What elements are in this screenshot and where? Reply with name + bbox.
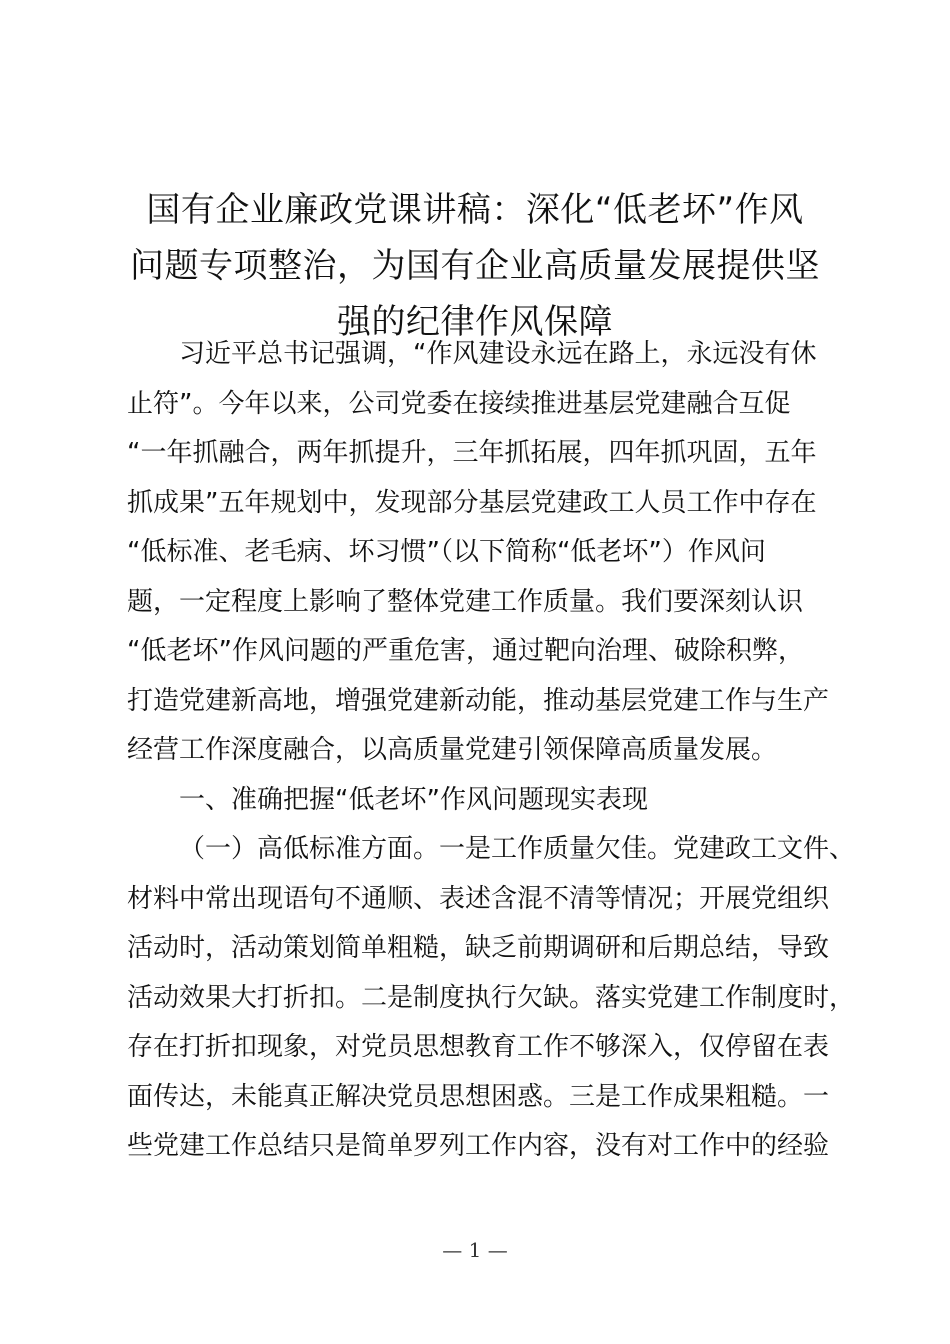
- page-number: — 1 —: [442, 1238, 508, 1262]
- body-line: 抓成果”五年规划中，发现部分基层党建政工人员工作中存在: [127, 487, 817, 518]
- title-line: 问题专项整治，为国有企业高质量发展提供坚: [130, 246, 820, 286]
- body-line: 些党建工作总结只是简单罗列工作内容，没有对工作中的经验: [127, 1131, 830, 1161]
- body-line: 打造党建新高地，增强党建新动能，推动基层党建工作与生产: [127, 685, 830, 716]
- body-line: 材料中常出现语句不通顺、表述含混不清等情况；开展党组织: [127, 883, 830, 914]
- section-heading: 一、准确把握“低老坏”作风问题现实表现: [179, 784, 648, 815]
- document-body: [127, 330, 856, 1172]
- body-line: 经营工作深度融合，以高质量党建引领保障高质量发展。: [127, 735, 778, 765]
- body-line: 题，一定程度上影响了整体党建工作质量。我们要深刻认识: [127, 586, 804, 617]
- body-line: 止符”。今年以来，公司党委在接续推进基层党建融合互促: [127, 388, 791, 419]
- body-line: 存在打折扣现象，对党员思想教育工作不够深入，仅停留在表: [127, 1032, 830, 1062]
- body-line: “一年抓融合，两年抓提升，三年抓拓展，四年抓巩固，五年: [127, 438, 817, 468]
- body-line: （一）高低标准方面。一是工作质量欠佳。党建政工文件、: [179, 834, 856, 864]
- body-line: “低老坏”作风问题的严重危害，通过靶向治理、破除积弊，: [127, 636, 804, 666]
- body-line: 活动效果大打折扣。二是制度执行欠缺。落实党建工作制度时，: [127, 982, 856, 1013]
- title-line: 强的纪律作风保障: [337, 302, 613, 342]
- body-line: 活动时，活动策划简单粗糙，缺乏前期调研和后期总结，导致: [127, 933, 830, 963]
- title-line: 国有企业廉政党课讲稿：深化“低老坏”作风: [146, 190, 804, 230]
- body-line: 习近平总书记强调，“作风建设永远在路上，永远没有休: [179, 339, 817, 369]
- body-line: 面传达，未能真正解决党员思想困惑。三是工作成果粗糙。一: [127, 1081, 830, 1112]
- document-title: [110, 182, 840, 350]
- body-line: “低标准、老毛病、坏习惯”（以下简称“低老坏”）作风问: [127, 537, 766, 567]
